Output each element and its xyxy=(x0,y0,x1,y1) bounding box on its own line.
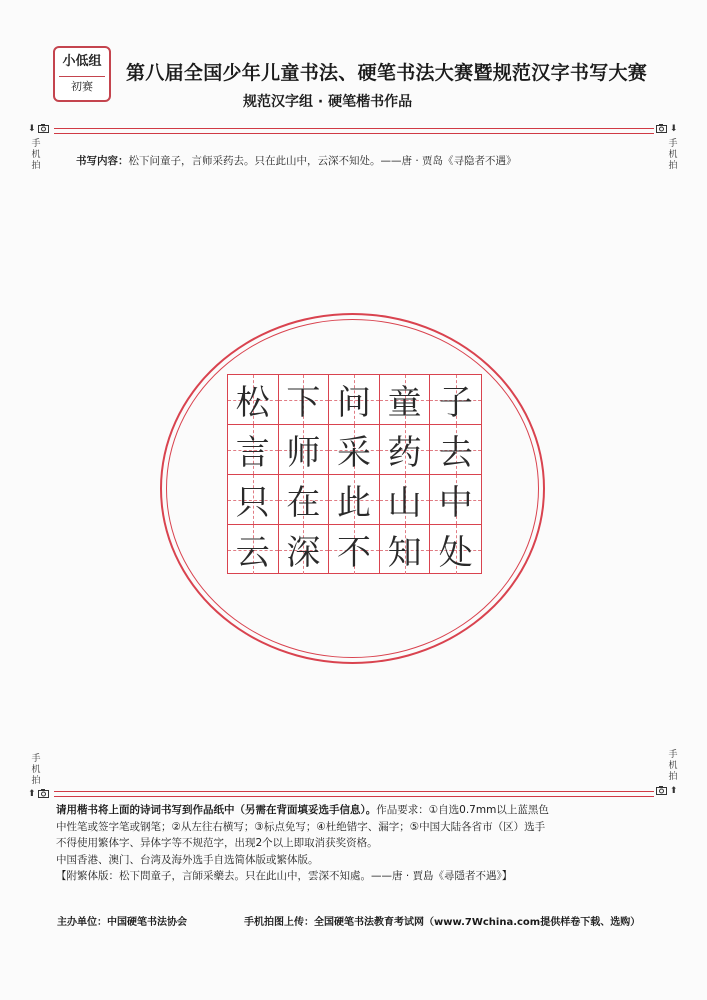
group-badge xyxy=(53,46,111,102)
camera-icon xyxy=(38,789,49,798)
grid-cell: 此 xyxy=(329,475,380,525)
bottom-right-marker xyxy=(656,786,677,796)
badge-round-label: 初赛 xyxy=(71,80,93,93)
top-divider xyxy=(54,128,654,134)
writing-content-text: 松下问童子，言师采药去。只在此山中，云深不知处。——唐 · 贾岛《寻隐者不遇》 xyxy=(128,155,517,167)
instructions-line-2: 中性笔或签字笔或钢笔；②从左往右横写；③标点免写；④杜绝错字、漏字；⑤中国大陆各省市（区）选手 xyxy=(56,820,546,833)
writing-content-label: 书写内容： xyxy=(76,155,129,167)
grid-cell: 处 xyxy=(430,525,481,574)
instructions-lead: 请用楷书将上面的诗词书写到作品纸中（另需在背面填妥选手信息）。 xyxy=(56,804,377,816)
grid-cell: 师 xyxy=(279,425,330,475)
grid-cell: 在 xyxy=(279,475,330,525)
grid-cell: 中 xyxy=(430,475,481,525)
grid-cell: 药 xyxy=(380,425,431,475)
grid-cell: 下 xyxy=(279,375,330,425)
instructions-line-1: 请用楷书将上面的诗词书写到作品纸中（另需在背面填妥选手信息）。作品要求：①自选0.7mm以上蓝黑色 xyxy=(56,804,549,816)
arrow-down-icon: ⬇ xyxy=(28,124,36,134)
grid-cell: 云 xyxy=(228,525,279,574)
grid-cell: 子 xyxy=(430,375,481,425)
instructions-line-3: 不得使用繁体字、异体字等不规范字，出现2个以上即取消获奖资格。 xyxy=(56,837,378,849)
grid-cell: 童 xyxy=(380,375,431,425)
grid-cell: 知 xyxy=(380,525,431,574)
phone-capture-label-top-right: 手 机 拍 xyxy=(668,139,678,171)
phone-capture-label-bottom-right: 手 机 拍 xyxy=(668,750,678,782)
top-left-marker xyxy=(28,124,49,134)
grid-cell: 深 xyxy=(279,525,330,574)
top-right-marker xyxy=(656,124,677,134)
badge-group-label: 小低组 xyxy=(62,54,102,69)
camera-icon xyxy=(38,124,49,133)
grid-cell: 问 xyxy=(329,375,380,425)
bottom-left-marker xyxy=(28,789,49,799)
grid-cell: 松 xyxy=(228,375,279,425)
arrow-up-icon: ⬆ xyxy=(669,786,678,796)
instructions-block xyxy=(56,802,666,885)
grid-cell: 去 xyxy=(430,425,481,475)
grid-cell: 不 xyxy=(329,525,380,574)
page-subtitle: 规范汉字组 · 硬笔楷书作品 xyxy=(243,94,413,110)
camera-icon xyxy=(656,124,667,133)
writing-content xyxy=(76,153,517,168)
upload-text: 手机拍图上传：全国硬笔书法教育考试网（www.7Wchina.com提供样卷下载、选购） xyxy=(244,917,641,928)
grid-cell: 山 xyxy=(380,475,431,525)
instructions-line-4: 中国香港、澳门、台湾及海外选手自选简体版或繁体版。 xyxy=(56,853,319,866)
instructions-line-5: 【附繁体版：松下問童子，言師采藥去。只在此山中，雲深不知處。——唐 · 賈島《尋隱者不遇》】 xyxy=(56,870,513,882)
camera-icon xyxy=(656,786,667,795)
badge-divider xyxy=(59,76,105,77)
arrow-up-icon: ⬆ xyxy=(28,789,36,799)
writing-grid xyxy=(227,374,482,574)
grid-cell: 采 xyxy=(329,425,380,475)
phone-capture-label-bottom-left: 手 机 拍 xyxy=(31,754,41,786)
page-title: 第八届全国少年儿童书法、硬笔书法大赛暨规范汉字书写大赛 xyxy=(126,62,648,84)
bottom-divider xyxy=(54,791,654,797)
phone-capture-label-top-left: 手 机 拍 xyxy=(31,139,41,171)
grid-cell: 言 xyxy=(228,425,279,475)
organizer-text: 主办单位：中国硬笔书法协会 xyxy=(57,917,187,928)
grid-cell: 只 xyxy=(228,475,279,525)
arrow-down-icon: ⬇ xyxy=(669,124,678,134)
